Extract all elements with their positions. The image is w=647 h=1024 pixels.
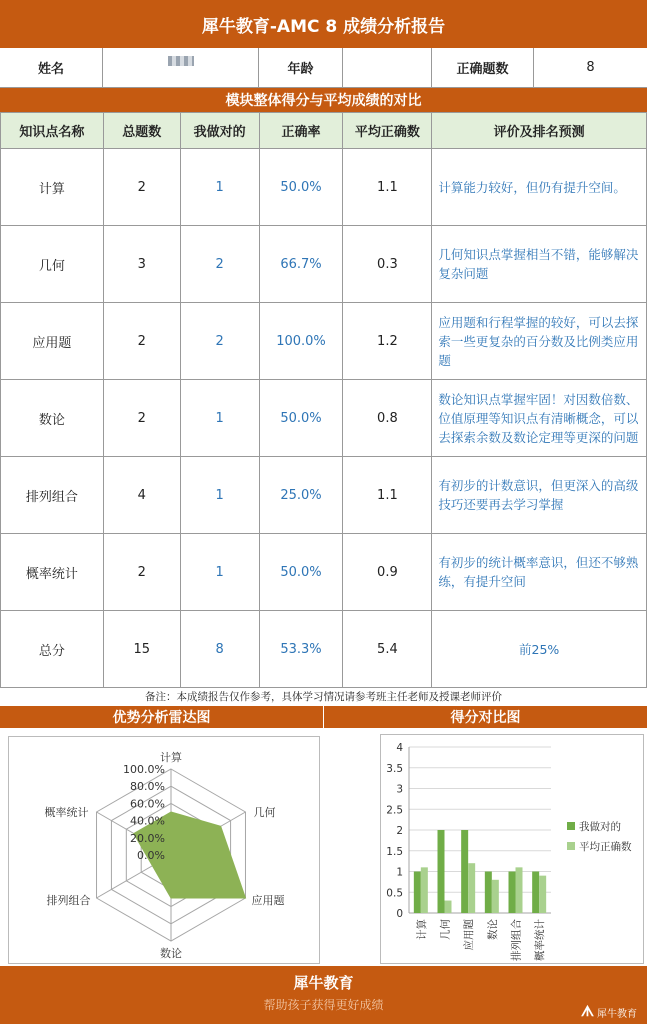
footnote: 备注：本成绩报告仅作参考，具体学习情况请参考班主任老师及授课老师评价 (145, 691, 502, 703)
radar-tick-label: 80.0% (130, 780, 165, 794)
correct-rate: 50.0% (259, 149, 343, 226)
correct-count-label: 正确题数 (432, 48, 534, 87)
comment: 计算能力较好，但仍有提升空间。 (432, 149, 647, 226)
topic-name: 几何 (1, 226, 104, 303)
header-rate: 正确率 (259, 113, 343, 149)
bar-y-tick-label: 0 (396, 908, 403, 920)
bar-average (516, 867, 523, 913)
bar-y-tick-label: 2.5 (386, 804, 403, 817)
avg-correct: 0.9 (343, 534, 432, 611)
footer-brand: 犀牛教育 (293, 974, 354, 992)
my-correct: 2 (180, 303, 259, 380)
bar-mine (438, 830, 445, 913)
radar-category-label: 数论 (160, 947, 182, 960)
bar-category-label: 概率统计 (534, 919, 547, 961)
name-blurred-icon (168, 56, 194, 66)
bar-mine (509, 872, 516, 914)
bar-y-tick-label: 1 (396, 866, 403, 879)
header-total: 总题数 (103, 113, 180, 149)
chart-headers (0, 706, 647, 728)
my-correct: 2 (180, 226, 259, 303)
bar-chart-box (380, 734, 644, 964)
topic-name: 总分 (1, 611, 104, 688)
my-correct: 1 (180, 457, 259, 534)
legend-swatch (567, 822, 575, 830)
bar-y-tick-label: 3.5 (386, 762, 403, 775)
radar-category-label: 应用题 (251, 894, 285, 907)
avg-correct: 1.2 (343, 303, 432, 380)
topic-name: 概率统计 (1, 534, 104, 611)
table-header-row (1, 113, 647, 149)
bar-y-tick-label: 1.5 (386, 845, 403, 858)
radar-category-label: 计算 (160, 751, 182, 764)
info-row (0, 48, 647, 88)
name-value (103, 48, 259, 87)
radar-tick-label: 40.0% (130, 814, 165, 828)
age-value (343, 48, 432, 87)
radar-tick-label: 60.0% (130, 797, 165, 811)
comment: 有初步的计数意识，但更深入的高级技巧还要再去学习掌握 (432, 457, 647, 534)
avg-correct: 0.8 (343, 380, 432, 457)
bar-category-label: 排列组合 (510, 919, 523, 961)
score-table (0, 112, 647, 688)
bar-mine (485, 872, 492, 914)
bar-category-label: 几何 (439, 919, 452, 940)
header-comment: 评价及排名预测 (432, 113, 647, 149)
brand-logo (581, 1004, 637, 1020)
bar-category-label: 计算 (415, 919, 428, 940)
total-count: 4 (103, 457, 180, 534)
age-label: 年龄 (259, 48, 343, 87)
bar-y-tick-label: 3 (396, 783, 403, 796)
correct-rate: 50.0% (259, 534, 343, 611)
total-count: 2 (103, 380, 180, 457)
correct-count-value: 8 (586, 60, 595, 75)
total-count: 2 (103, 149, 180, 226)
my-correct: 8 (180, 611, 259, 688)
my-correct: 1 (180, 380, 259, 457)
comment: 数论知识点掌握牢固！对因数倍数、位值原理等知识点有清晰概念，可以去探索余数及数论定理等更深的问题 (432, 380, 647, 457)
ranking-prediction: 前25% (432, 611, 647, 688)
chart-area (0, 728, 647, 966)
correct-rate: 66.7% (259, 226, 343, 303)
radar-tick-label: 20.0% (130, 831, 165, 845)
topic-name: 计算 (1, 149, 104, 226)
correct-rate: 25.0% (259, 457, 343, 534)
topic-name: 应用题 (1, 303, 104, 380)
header-avg: 平均正确数 (343, 113, 432, 149)
comment: 几何知识点掌握相当不错，能够解决复杂问题 (432, 226, 647, 303)
correct-rate: 100.0% (259, 303, 343, 380)
bar-y-tick-label: 2 (396, 825, 403, 837)
radar-chart-title: 优势分析雷达图 (0, 706, 324, 728)
radar-tick-label: 100.0% (123, 763, 165, 776)
total-count: 2 (103, 303, 180, 380)
avg-correct: 5.4 (343, 611, 432, 688)
logo-text: 犀牛教育 (597, 1008, 637, 1020)
avg-correct: 1.1 (343, 457, 432, 534)
bar-average (468, 863, 475, 913)
comment: 有初步的统计概率意识，但还不够熟练，有提升空间 (432, 534, 647, 611)
header-mine: 我做对的 (180, 113, 259, 149)
bar-y-tick-label: 4 (396, 742, 403, 754)
avg-correct: 1.1 (343, 149, 432, 226)
topic-name: 排列组合 (1, 457, 104, 534)
table-row (1, 149, 647, 226)
table-row (1, 226, 647, 303)
total-count: 15 (103, 611, 180, 688)
bar-mine (414, 872, 421, 914)
legend-label: 我做对的 (579, 821, 621, 833)
bar-average (445, 901, 452, 913)
bar-chart (381, 735, 643, 963)
radar-chart (9, 737, 319, 963)
bar-average (492, 880, 499, 913)
table-row-total (1, 611, 647, 688)
bar-mine (461, 830, 468, 913)
bar-category-label: 数论 (486, 919, 499, 940)
table-row (1, 457, 647, 534)
section-title: 模块整体得分与平均成绩的对比 (0, 88, 647, 112)
avg-correct: 0.3 (343, 226, 432, 303)
radar-chart-box (8, 736, 320, 964)
bar-average (539, 876, 546, 913)
total-count: 3 (103, 226, 180, 303)
bar-average (421, 867, 428, 913)
radar-tick-label: 0.0% (137, 849, 165, 862)
correct-rate: 53.3% (259, 611, 343, 688)
report-title: 犀牛教育-AMC 8 成绩分析报告 (0, 0, 647, 48)
rhino-logo-icon: ᗑ (580, 1004, 594, 1020)
bar-chart-title: 得分对比图 (450, 710, 521, 726)
radar-category-label: 排列组合 (46, 894, 91, 907)
header-topic: 知识点名称 (1, 113, 104, 149)
table-row (1, 303, 647, 380)
legend-label: 平均正确数 (579, 841, 632, 853)
bar-mine (532, 872, 539, 914)
table-row (1, 380, 647, 457)
comment: 应用题和行程掌握的较好，可以去探索一些更复杂的百分数及比例类应用题 (432, 303, 647, 380)
legend-swatch (567, 842, 575, 850)
bar-category-label: 应用题 (463, 919, 476, 951)
footer-slogan: 帮助孩子获得更好成绩 (263, 998, 384, 1012)
radar-category-label: 概率统计 (44, 806, 89, 819)
bar-y-tick-label: 0.5 (386, 887, 403, 900)
total-count: 2 (103, 534, 180, 611)
topic-name: 数论 (1, 380, 104, 457)
radar-category-label: 几何 (253, 806, 276, 819)
my-correct: 1 (180, 534, 259, 611)
my-correct: 1 (180, 149, 259, 226)
footer (0, 966, 647, 1024)
correct-rate: 50.0% (259, 380, 343, 457)
name-label: 姓名 (0, 48, 103, 87)
table-row (1, 534, 647, 611)
